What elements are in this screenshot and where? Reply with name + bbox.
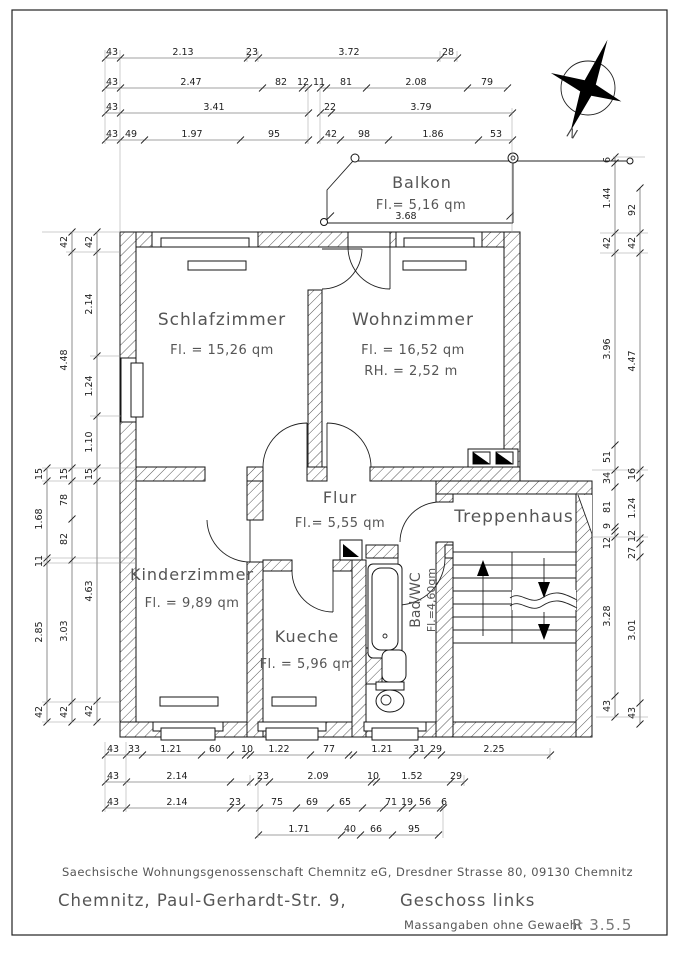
sink-icon <box>382 650 406 682</box>
schlafzimmer-door-arc <box>263 423 307 467</box>
dim-label: 40 <box>343 824 357 835</box>
balcony-door-arc <box>348 247 390 289</box>
dim-label: 78 <box>59 493 70 507</box>
dim-label: 3.72 <box>338 47 360 58</box>
footer-disclaimer: Massangaben ohne Gewaehr <box>404 918 583 932</box>
dim-label: 2.85 <box>34 621 45 643</box>
balcony <box>321 153 634 226</box>
dim-label: 4.48 <box>59 349 70 371</box>
dim-label: 33 <box>127 744 141 755</box>
dim-label: 29 <box>429 744 443 755</box>
dim-label: 98 <box>357 129 371 140</box>
dim-label: 19 <box>400 797 414 808</box>
dim-label: 3.41 <box>203 102 225 113</box>
room-area-balkon: Fl.= 5,16 qm <box>375 198 467 213</box>
down-arrow-icon <box>538 624 550 640</box>
radiator <box>403 261 466 270</box>
title-block <box>58 865 633 934</box>
dim-label: 43 <box>105 129 119 140</box>
dim-label: 66 <box>369 824 383 835</box>
dim-label: 3.79 <box>410 102 432 113</box>
compass-rose-icon <box>534 25 641 144</box>
kinderzimmer-door-arc <box>207 520 250 562</box>
dim-label: 95 <box>267 129 281 140</box>
dim-label: 42 <box>59 235 70 249</box>
dim-label: 79 <box>480 77 494 88</box>
entrance-door-arc <box>400 502 440 542</box>
dim-label: 12 <box>627 529 638 543</box>
dim-label: 1.86 <box>422 129 444 140</box>
dim-label: 42 <box>627 236 638 250</box>
up-arrow-icon <box>477 560 489 576</box>
dim-label: 43 <box>602 699 613 713</box>
dim-label: 65 <box>338 797 352 808</box>
room-name-treppenhaus: Treppenhaus <box>454 507 574 527</box>
dim-label: 3.68 <box>395 211 417 222</box>
dim-label: 82 <box>274 77 288 88</box>
dim-label: 1.22 <box>268 744 290 755</box>
dim-label: 15 <box>59 467 70 481</box>
dim-label: 43 <box>106 771 120 782</box>
dim-label: 1.24 <box>84 375 95 397</box>
dim-label: 27 <box>627 546 638 560</box>
room-name-flur: Flur <box>322 488 358 507</box>
dim-label: 42 <box>602 236 613 250</box>
dim-label: 81 <box>602 500 613 514</box>
chimney-symbols <box>340 449 518 560</box>
dim-label: 15 <box>84 467 95 481</box>
dim-label: 2.13 <box>172 47 194 58</box>
dim-label: 1.52 <box>401 771 423 782</box>
walls <box>120 232 592 737</box>
dim-label: 22 <box>323 102 337 113</box>
dim-label: 23 <box>228 797 242 808</box>
footer-floor: Geschoss links <box>400 891 536 910</box>
footer-ref: R 3.5.5 <box>572 916 633 934</box>
radiator <box>272 697 316 706</box>
dim-label: 15 <box>34 467 45 481</box>
dim-label: 6 <box>440 797 448 808</box>
dim-label: 42 <box>84 235 95 249</box>
dim-label: 12 <box>602 536 613 550</box>
toilet-icon <box>376 682 404 690</box>
dim-label: 1.71 <box>288 824 310 835</box>
dim-label: 60 <box>208 744 222 755</box>
dim-label: 1.97 <box>181 129 203 140</box>
dim-label: 3.96 <box>602 338 613 360</box>
dim-label: 1.21 <box>160 744 182 755</box>
dim-label: 51 <box>602 450 613 464</box>
dim-label: 4.63 <box>84 580 95 602</box>
dim-label: 77 <box>322 744 336 755</box>
dim-label: 2.14 <box>166 797 188 808</box>
room-area-flur: Fl.= 5,55 qm <box>294 516 386 531</box>
room-area-bad: Fl.=4,60qm <box>425 567 438 633</box>
room-height-wohnzimmer: RH. = 2,52 m <box>364 364 458 379</box>
room-area-kinderzimmer: Fl. = 9,89 qm <box>144 596 240 611</box>
dim-label: 69 <box>305 797 319 808</box>
room-name-schlafzimmer: Schlafzimmer <box>157 310 287 330</box>
dim-label: 4.47 <box>627 350 638 372</box>
dim-label: 2.47 <box>180 77 202 88</box>
dim-label: 71 <box>384 797 398 808</box>
dim-label: 81 <box>339 77 353 88</box>
dim-label: 23 <box>256 771 270 782</box>
dim-label: 42 <box>59 705 70 719</box>
dim-label: 75 <box>270 797 284 808</box>
dim-label: 92 <box>627 203 638 217</box>
dim-label: 43 <box>105 77 119 88</box>
dim-label: 49 <box>124 129 138 140</box>
dim-label: 29 <box>449 771 463 782</box>
radiator <box>188 261 246 270</box>
dim-label: 43 <box>105 47 119 58</box>
dim-label: 3.03 <box>59 620 70 642</box>
dim-label: 3.28 <box>602 605 613 627</box>
room-name-bad: Bad/WC <box>408 572 424 628</box>
room-name-wohnzimmer: Wohnzimmer <box>352 310 474 330</box>
dim-label: 43 <box>105 102 119 113</box>
balcony-rail <box>327 161 630 223</box>
dim-label: 28 <box>441 47 455 58</box>
dim-label: 42 <box>324 129 338 140</box>
room-name-balkon: Balkon <box>392 173 452 192</box>
doors <box>207 232 445 612</box>
dim-label: 6 <box>602 156 613 164</box>
wohnzimmer-door-arc <box>327 423 371 467</box>
dim-label: 1.21 <box>371 744 393 755</box>
stairs <box>453 552 577 643</box>
dim-label: 11 <box>312 77 326 88</box>
dim-label: 42 <box>84 704 95 718</box>
dim-label: 10 <box>366 771 380 782</box>
footer-address: Chemnitz, Paul-Gerhardt-Str. 9, <box>58 891 347 910</box>
dim-label: 1.68 <box>34 508 45 530</box>
room-area-wohnzimmer: Fl. = 16,52 qm <box>361 343 465 358</box>
dim-label: 82 <box>59 532 70 546</box>
dim-label: 42 <box>34 705 45 719</box>
dim-label: 12 <box>296 77 310 88</box>
room-name-kinderzimmer: Kinderzimmer <box>129 565 255 584</box>
dim-label: 34 <box>602 471 613 485</box>
room-area-schlafzimmer: Fl. = 15,26 qm <box>170 343 274 358</box>
north-label: N <box>564 125 579 144</box>
dim-label: 2.14 <box>166 771 188 782</box>
dim-label: 16 <box>627 467 638 481</box>
bath-fixtures <box>368 564 406 712</box>
dim-label: 10 <box>240 744 254 755</box>
dim-label: 2.09 <box>307 771 329 782</box>
dim-label: 1.44 <box>602 187 613 209</box>
balcony-door-opening <box>348 232 390 247</box>
dim-label: 53 <box>489 129 503 140</box>
footer-company: Saechsische Wohnungsgenossenschaft Chemnitz eG, Dresdner Strasse 80, 09130 Chemnitz <box>62 865 634 879</box>
dim-label: 11 <box>34 554 45 568</box>
interior-door-arc <box>322 249 362 289</box>
dim-label: 23 <box>245 47 259 58</box>
kueche-door-arc <box>292 571 333 612</box>
dim-label: 3.01 <box>627 619 638 641</box>
dim-label: 2.25 <box>483 744 505 755</box>
dim-label: 43 <box>106 797 120 808</box>
room-name-kueche: Kueche <box>274 627 340 646</box>
room-area-kueche: Fl. = 5,96 qm <box>259 657 355 672</box>
dim-label: 43 <box>106 744 120 755</box>
dim-label: 1.24 <box>627 497 638 519</box>
dim-label: 56 <box>418 797 432 808</box>
dim-label: 2.14 <box>84 293 95 315</box>
radiator <box>160 697 218 706</box>
dim-label: 95 <box>407 824 421 835</box>
dim-label: 43 <box>627 706 638 720</box>
dim-label: 9 <box>602 522 613 530</box>
dim-label: 31 <box>412 744 426 755</box>
dim-label: 2.08 <box>405 77 427 88</box>
dim-label: 1.10 <box>84 431 95 453</box>
